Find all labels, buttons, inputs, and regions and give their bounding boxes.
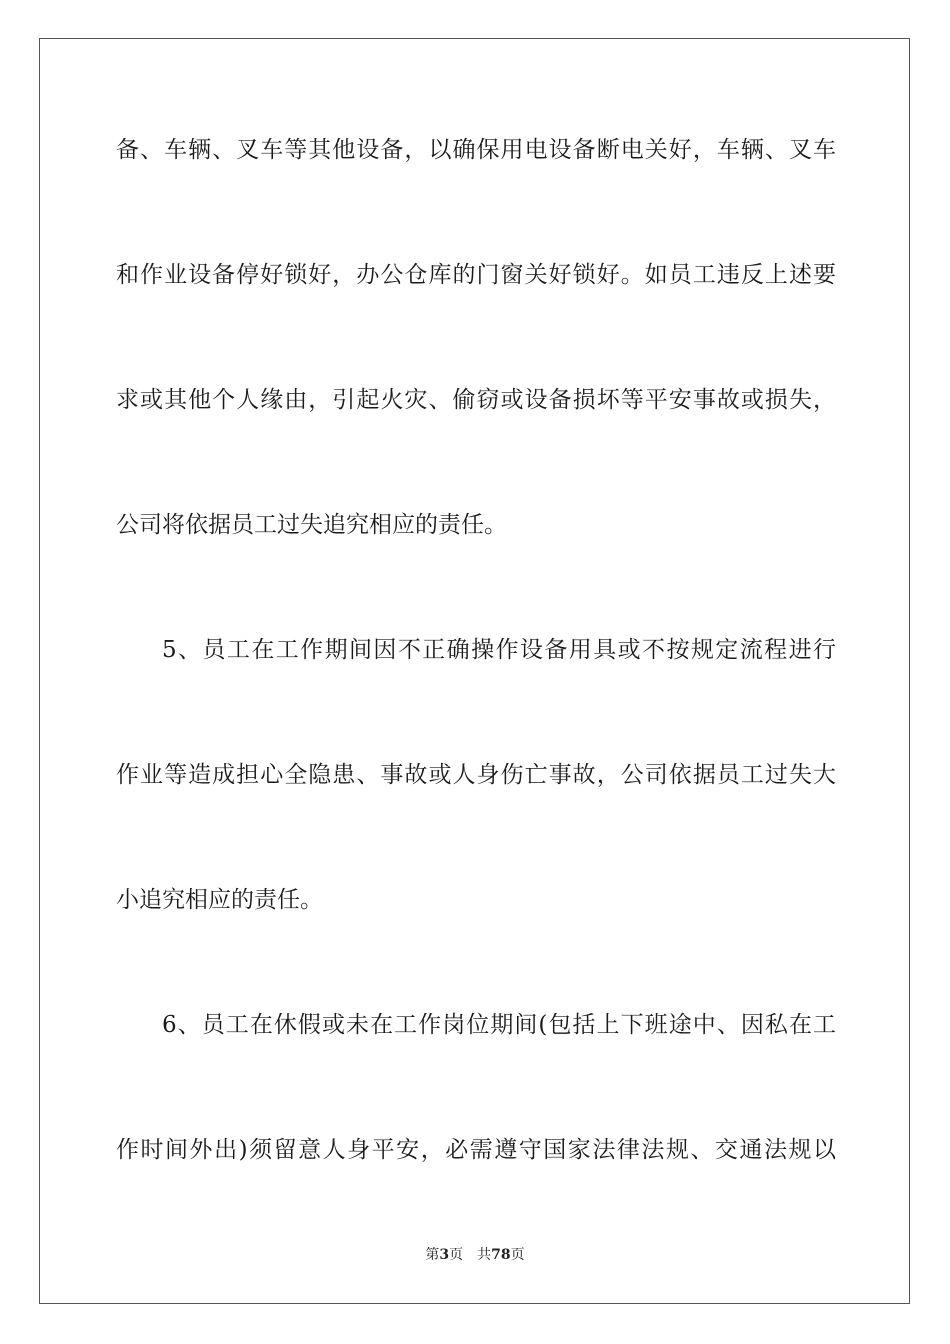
text-line-2: 和作业设备停好锁好，办公仓库的门窗关好锁好。如员工违反上述要 <box>116 262 836 288</box>
footer-page-number: 3 <box>439 1247 450 1263</box>
text-line-1: 备、车辆、叉车等其他设备，以确保用电设备断电关好，车辆、叉车 <box>116 137 836 163</box>
text-line-3: 求或其他个人缘由，引起火灾、偷窃或设备损坏等平安事故或损失， <box>116 387 836 413</box>
footer-total-suffix: 页 <box>510 1247 525 1263</box>
text-line-9: 作时间外出)须留意人身平安，必需遵守国家法律法规、交通法规以 <box>116 1137 836 1163</box>
text-line-5: 5、员工在工作期间因不正确操作设备用具或不按规定流程进行 <box>162 637 836 663</box>
text-line-7: 小追究相应的责任。 <box>116 887 323 913</box>
page-border <box>39 38 910 1304</box>
page-footer <box>0 1246 950 1264</box>
text-line-8: 6、员工在休假或未在工作岗位期间(包括上下班途中、因私在工 <box>162 1012 836 1038</box>
footer-page-suffix: 页 <box>449 1247 464 1263</box>
text-line-6: 作业等造成担心全隐患、事故或人身伤亡事故，公司依据员工过失大 <box>116 762 836 788</box>
footer-total-pages: 78 <box>491 1247 511 1263</box>
text-line-4: 公司将依据员工过失追究相应的责任。 <box>116 512 507 538</box>
footer-total-prefix: 共 <box>477 1247 492 1263</box>
footer-page-prefix: 第 <box>425 1247 440 1263</box>
